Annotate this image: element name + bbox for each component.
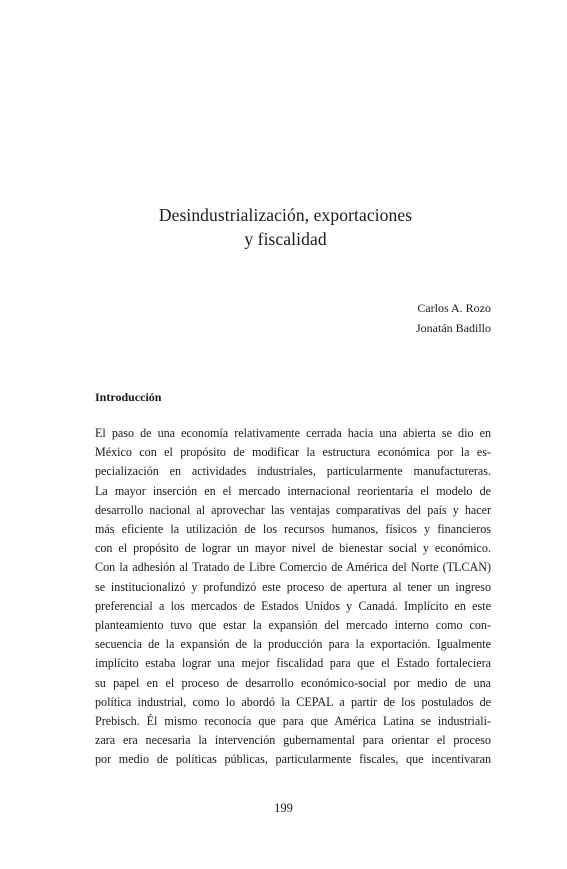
body-paragraph	[95, 424, 491, 770]
author-name: Carlos A. Rozo	[417, 301, 491, 315]
paragraph-line: zara era necesaria la intervención gubernamental para orientar el proceso	[95, 733, 491, 748]
paragraph-line: implícito estaba lograr una mejor fiscalidad para que el Estado fortaleciera	[95, 656, 491, 671]
paragraph-line: con el propósito de lograr un mayor nivel de bienestar social y económico.	[95, 541, 491, 556]
paragraph-line: su papel en el proceso de desarrollo económico-social por medio de una	[95, 675, 491, 690]
author-list	[416, 298, 491, 338]
paragraph-line: Con la adhesión al Tratado de Libre Comercio de América del Norte (TLCAN)	[95, 560, 491, 575]
paragraph-line: planteamiento tuvo que estar la expansión del mercado interno como con-	[95, 618, 491, 633]
paragraph-line: La mayor inserción en el mercado internacional reorientaría el modelo de	[95, 483, 491, 498]
author-name: Jonatán Badillo	[416, 321, 491, 335]
paragraph-line: por medio de políticas públicas, particularmente fiscales, que incentivaran	[95, 752, 491, 767]
paragraph-line: se institucionalizó y profundizó este proceso de apertura al tener un ingreso	[95, 579, 491, 594]
paragraph-line: más eficiente la utilización de los recursos humanos, físicos y financieros	[95, 522, 491, 537]
paragraph-line: México con el propósito de modificar la estructura económica por la es-	[95, 445, 491, 460]
chapter-title-line-2: y fiscalidad	[244, 229, 327, 249]
chapter-title	[80, 203, 491, 251]
section-heading: Introducción	[95, 390, 162, 404]
paragraph-line: El paso de una economía relativamente cerrada hacia una abierta se dio en	[95, 426, 491, 440]
paragraph-line: preferencial a los mercados de Estados Unidos y Canadá. Implícito en este	[95, 598, 491, 613]
paragraph-line: desarrollo nacional al aprovechar las ventajas comparativas del país y hacer	[95, 502, 491, 517]
paragraph-line: secuencia de la expansión de la producción para la exportación. Igualmente	[95, 637, 491, 652]
paragraph-line: Prebisch. Él mismo reconocía que para que América Latina se industriali-	[95, 714, 491, 729]
paragraph-line: pecialización en actividades industriales, particularmente manufactureras.	[95, 464, 491, 479]
chapter-title-line-1: Desindustrialización, exportaciones	[158, 205, 413, 225]
page-number: 199	[274, 801, 293, 815]
paragraph-line: política industrial, como lo abordó la CEPAL a partir de los postulados de	[95, 694, 491, 709]
